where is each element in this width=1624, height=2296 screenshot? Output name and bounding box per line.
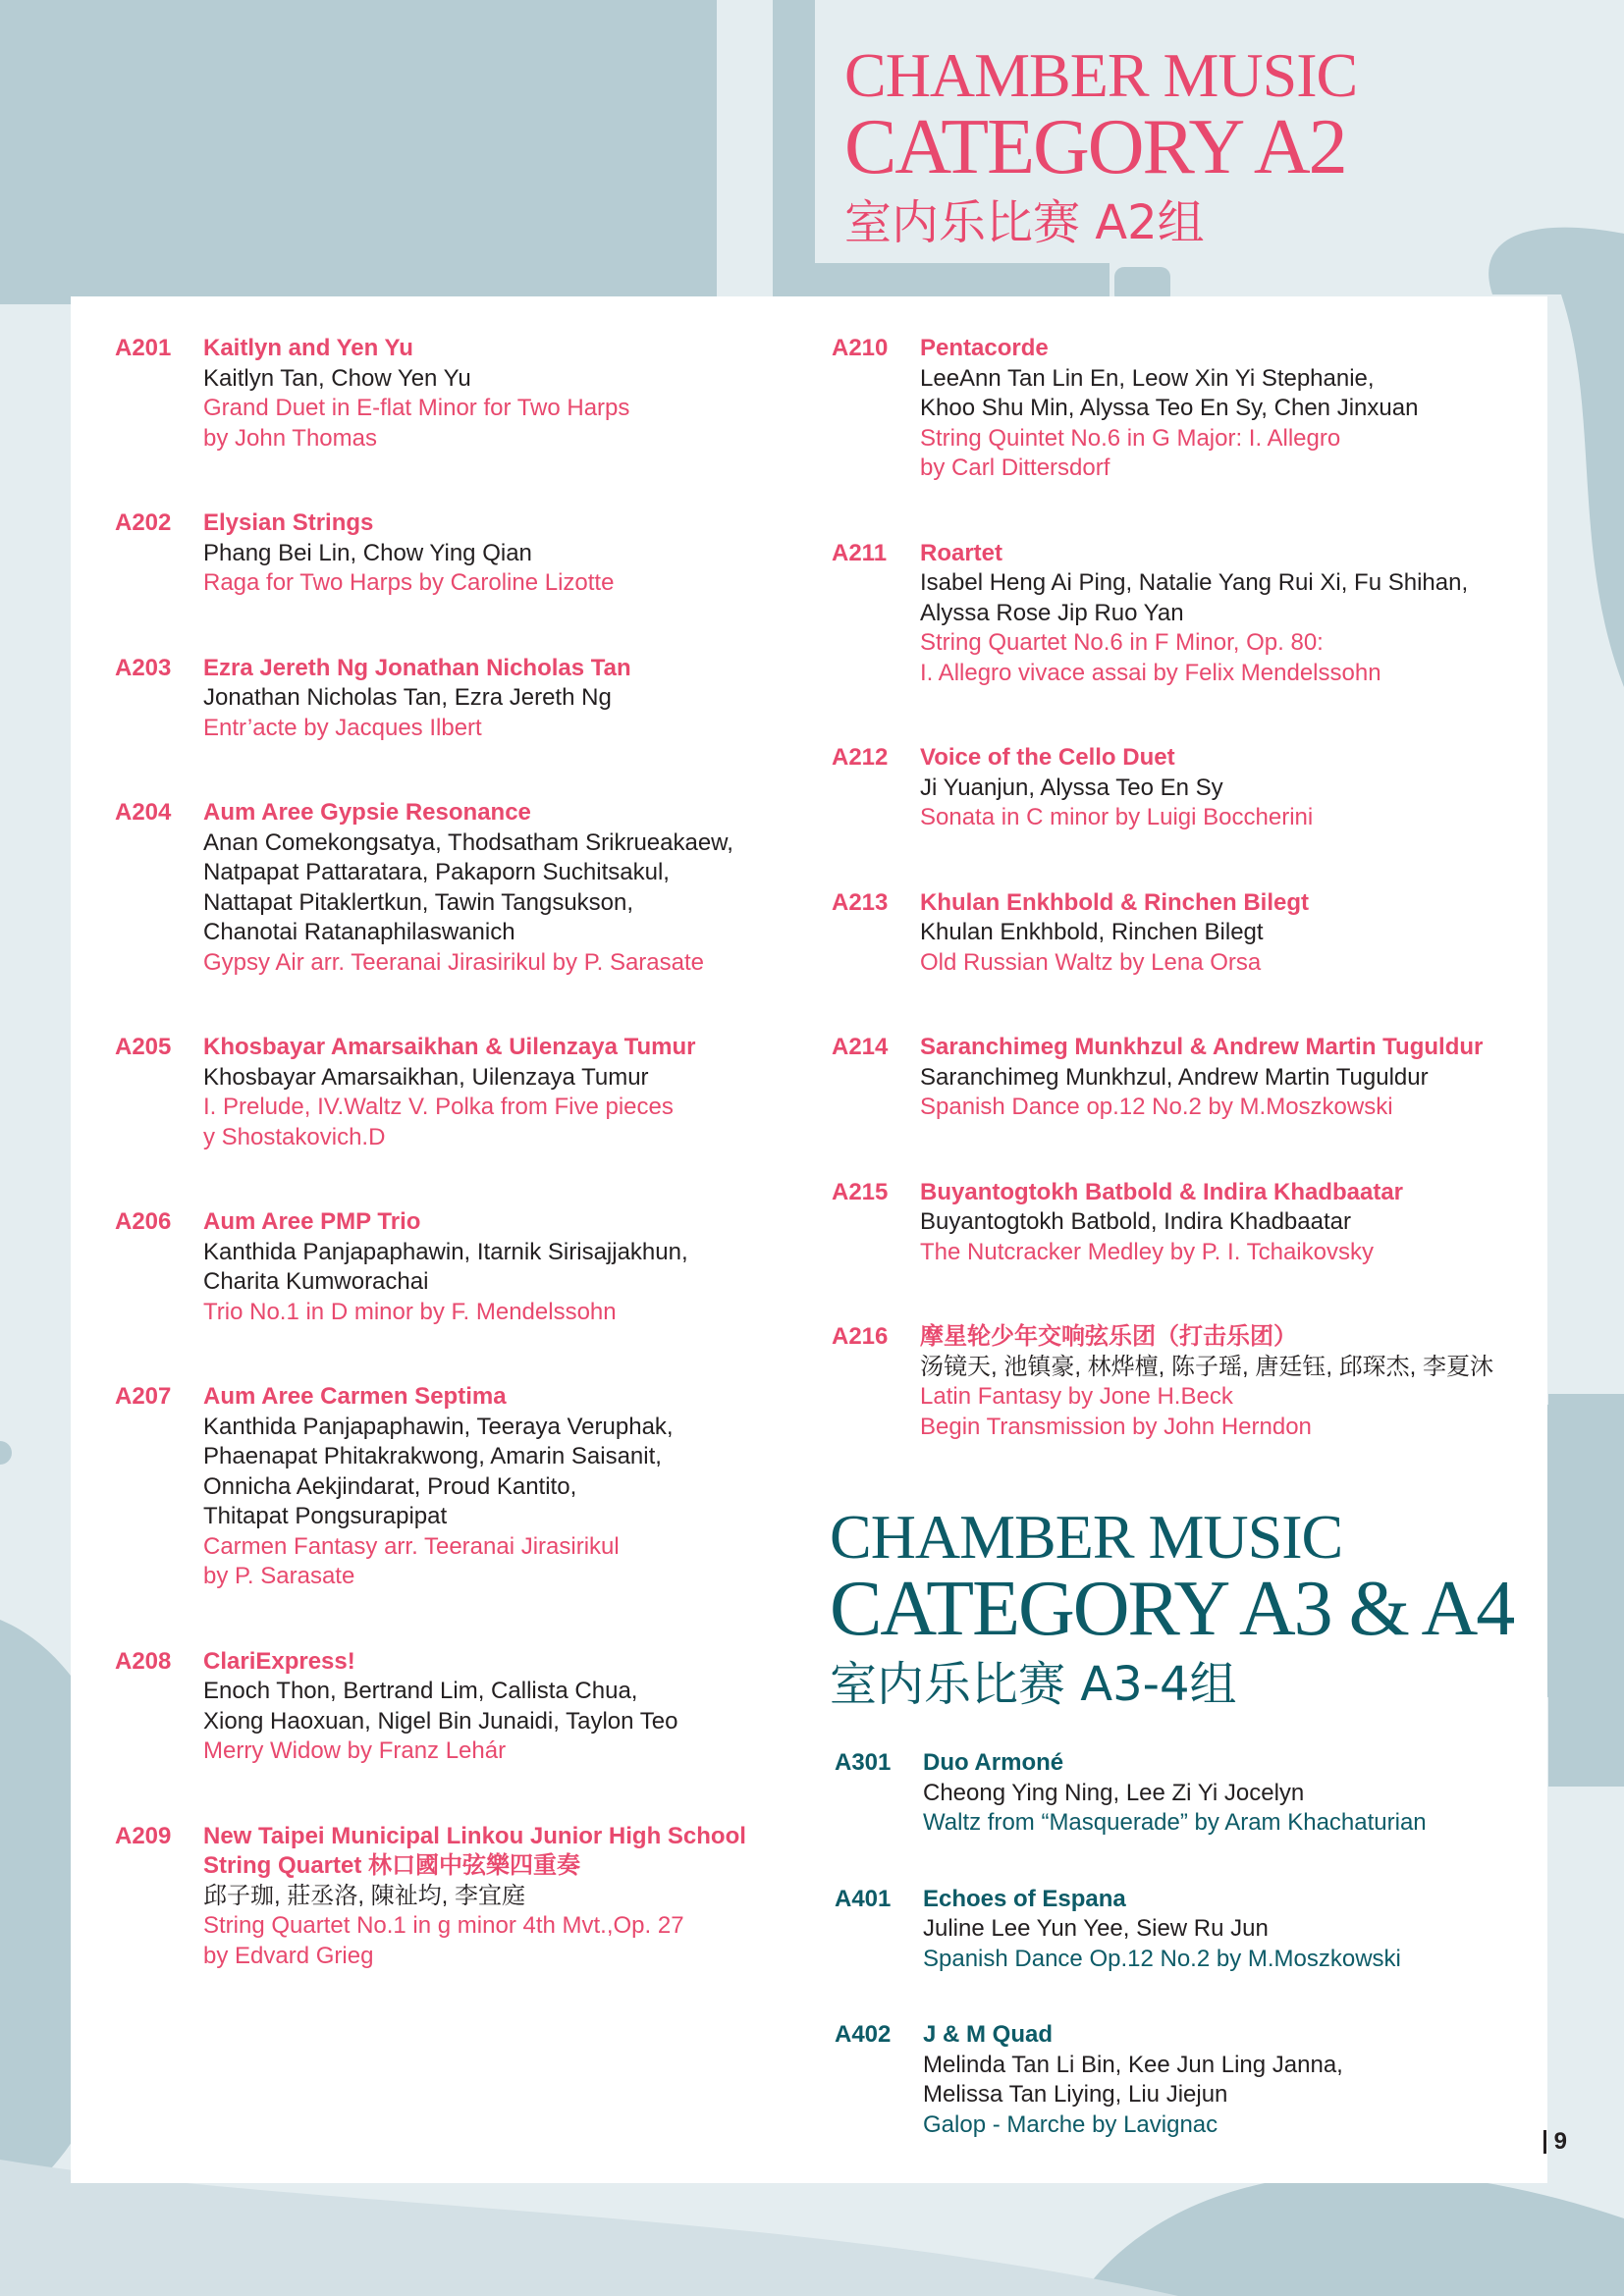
- entry-item: [115, 1207, 802, 1327]
- entry-item: [115, 508, 802, 599]
- entry-item: [115, 1647, 802, 1767]
- entry-code: A209: [115, 1822, 172, 1849]
- entry-item: [115, 1033, 802, 1152]
- category-a2-heading: [844, 40, 1358, 253]
- heading-line2: CATEGORY A2: [844, 104, 1346, 190]
- repertoire-line: Trio No.1 in D minor by F. Mendelssohn: [203, 1298, 617, 1325]
- heading-chinese: 室内乐比赛 A2组: [844, 195, 1205, 250]
- entry-code: A208: [115, 1647, 172, 1675]
- members-line: Juline Lee Yun Yee, Siew Ru Jun: [923, 1915, 1269, 1942]
- entry-code: A401: [835, 1885, 892, 1912]
- ensemble-name: Aum Aree Gypsie Resonance: [203, 799, 531, 826]
- ensemble-name: ClariExpress!: [203, 1647, 355, 1675]
- entry-code: A215: [832, 1178, 889, 1205]
- repertoire-line: Latin Fantasy by Jone H.Beck: [920, 1383, 1233, 1410]
- ensemble-name: Pentacorde: [920, 335, 1049, 361]
- entry-code: A211: [832, 539, 888, 566]
- entry-item: [115, 334, 802, 454]
- repertoire-line: Spanish Dance op.12 No.2 by M.Moszkowski: [920, 1094, 1393, 1120]
- repertoire-line: Merry Widow by Franz Lehár: [203, 1737, 507, 1764]
- ensemble-name: Voice of the Cello Duet: [920, 744, 1175, 771]
- ensemble-name: Ezra Jereth Ng Jonathan Nicholas Tan: [203, 654, 631, 681]
- ensemble-name: Khulan Enkhbold & Rinchen Bilegt: [920, 888, 1309, 916]
- ensemble-name: New Taipei Municipal Linkou Junior High School String Quartet 林口國中弦樂四重奏: [203, 1822, 746, 1879]
- entry-item: [835, 1748, 1542, 1839]
- ensemble-name: Echoes of Espana: [923, 1885, 1126, 1912]
- entry-code: A216: [832, 1323, 889, 1350]
- members-line: Khosbayar Amarsaikhan, Uilenzaya Tumur: [203, 1063, 649, 1091]
- entry-item: [835, 2020, 1542, 2140]
- ensemble-name: Buyantogtokh Batbold & Indira Khadbaatar: [920, 1178, 1404, 1205]
- repertoire-line: Raga for Two Harps by Caroline Lizotte: [203, 569, 615, 596]
- entry-item: [832, 743, 1539, 833]
- ensemble-name: J & M Quad: [923, 2021, 1054, 2048]
- repertoire-line: I. Prelude, IV.Waltz V. Polka from Five pieces: [203, 1094, 674, 1120]
- members-line: Saranchimeg Munkhzul, Andrew Martin Tuguldur: [920, 1063, 1429, 1091]
- repertoire-line: by Edvard Grieg: [203, 1942, 374, 1969]
- repertoire-line: Old Russian Waltz by Lena Orsa: [920, 948, 1262, 976]
- repertoire-line: Waltz from “Masquerade” by Aram Khachaturian: [923, 1809, 1427, 1836]
- entry-code: A213: [832, 888, 889, 916]
- repertoire-line: Entr’acte by Jacques Ilbert: [203, 714, 482, 741]
- entry-code: A205: [115, 1034, 172, 1060]
- ensemble-name: Aum Aree Carmen Septima: [203, 1383, 507, 1410]
- entry-code: A214: [832, 1034, 889, 1060]
- entries-right-column: [832, 334, 1539, 1442]
- ensemble-name: Duo Armoné: [923, 1749, 1064, 1776]
- repertoire-line: Spanish Dance Op.12 No.2 by M.Moszkowski: [923, 1945, 1401, 1972]
- entry-item: [115, 1822, 802, 1972]
- repertoire-line: The Nutcracker Medley by P. I. Tchaikovsky: [920, 1238, 1374, 1265]
- heading-chinese: 室内乐比赛 A3-4组: [830, 1657, 1237, 1712]
- repertoire-line: String Quartet No.6 in F Minor, Op. 80:: [920, 629, 1324, 656]
- members-line: Onnicha Aekjindarat, Proud Kantito,: [203, 1472, 577, 1500]
- entry-code: A210: [832, 335, 889, 361]
- repertoire-line: Sonata in C minor by Luigi Boccherini: [920, 804, 1314, 830]
- ensemble-name: Kaitlyn and Yen Yu: [203, 335, 413, 361]
- members-line: Charita Kumworachai: [203, 1268, 429, 1295]
- entry-item: [115, 798, 802, 978]
- ensemble-name: Elysian Strings: [203, 509, 374, 536]
- entry-code: A402: [835, 2021, 892, 2048]
- entry-code: A301: [835, 1749, 892, 1776]
- members-line: Anan Comekongsatya, Thodsatham Srikrueakaew,: [203, 828, 733, 856]
- members-line: Cheong Ying Ning, Lee Zi Yi Jocelyn: [923, 1779, 1305, 1806]
- page-number: 9: [1543, 2130, 1567, 2154]
- repertoire-line: by John Thomas: [203, 424, 377, 452]
- members-line: 邱子珈, 莊丞洛, 陳祉均, 李宜庭: [203, 1882, 526, 1909]
- entry-item: [835, 1885, 1542, 1975]
- entry-item: [115, 654, 802, 744]
- category-a34-heading: [830, 1502, 1514, 1715]
- entry-code: A201: [115, 335, 172, 361]
- members-line: Alyssa Rose Jip Ruo Yan: [920, 599, 1184, 626]
- entry-item: [832, 334, 1539, 484]
- entry-item: [832, 1033, 1539, 1123]
- entries-left-column: [115, 334, 802, 1971]
- entry-item: [832, 888, 1539, 979]
- ensemble-name: 摩星轮少年交响弦乐团（打击乐团）: [920, 1323, 1297, 1350]
- repertoire-line: String Quartet No.1 in g minor 4th Mvt.,Op. 27: [203, 1912, 684, 1939]
- members-line: Natpapat Pattaratara, Pakaporn Suchitsakul,: [203, 859, 670, 885]
- entries-a34-column: [835, 1748, 1542, 2140]
- members-line: 汤镜天, 池镇豪, 林烨檀, 陈子瑶, 唐廷钰, 邱琛杰, 李夏沐: [920, 1353, 1494, 1380]
- ensemble-name: Saranchimeg Munkhzul & Andrew Martin Tuguldur: [920, 1034, 1484, 1060]
- members-line: Kaitlyn Tan, Chow Yen Yu: [203, 364, 471, 392]
- members-line: Kanthida Panjapaphawin, Itarnik Sirisajjakhun,: [203, 1238, 688, 1265]
- members-line: Buyantogtokh Batbold, Indira Khadbaatar: [920, 1208, 1351, 1235]
- members-line: Melissa Tan Liying, Liu Jiejun: [923, 2081, 1228, 2108]
- entry-item: [832, 539, 1539, 689]
- members-line: Kanthida Panjapaphawin, Teeraya Veruphak,: [203, 1413, 674, 1440]
- repertoire-line: Begin Transmission by John Herndon: [920, 1413, 1312, 1440]
- members-line: Enoch Thon, Bertrand Lim, Callista Chua,: [203, 1678, 638, 1704]
- entry-code: A207: [115, 1383, 172, 1410]
- ensemble-name: Roartet: [920, 539, 1003, 566]
- members-line: Khulan Enkhbold, Rinchen Bilegt: [920, 919, 1264, 945]
- repertoire-line: Galop - Marche by Lavignac: [923, 2110, 1218, 2138]
- repertoire-line: by Carl Dittersdorf: [920, 454, 1110, 481]
- entry-item: [115, 1382, 802, 1592]
- members-line: Khoo Shu Min, Alyssa Teo En Sy, Chen Jinxuan: [920, 395, 1419, 421]
- ensemble-name: Aum Aree PMP Trio: [203, 1208, 421, 1235]
- repertoire-line: Gypsy Air arr. Teeranai Jirasirikul by P. Sarasate: [203, 948, 704, 976]
- repertoire-line: I. Allegro vivace assai by Felix Mendelssohn: [920, 659, 1381, 686]
- entry-code: A202: [115, 509, 172, 536]
- members-line: Phaenapat Phitakrakwong, Amarin Saisanit,: [203, 1443, 662, 1469]
- members-line: Thitapat Pongsurapipat: [203, 1503, 448, 1529]
- members-line: Ji Yuanjun, Alyssa Teo En Sy: [920, 774, 1223, 801]
- members-line: Phang Bei Lin, Chow Ying Qian: [203, 539, 532, 566]
- members-line: LeeAnn Tan Lin En, Leow Xin Yi Stephanie,: [920, 364, 1375, 392]
- members-line: Nattapat Pitaklertkun, Tawin Tangsukson,: [203, 888, 634, 916]
- repertoire-line: String Quintet No.6 in G Major: I. Allegro: [920, 424, 1341, 452]
- entry-item: [832, 1178, 1539, 1268]
- heading-line2: CATEGORY A3 & A4: [830, 1566, 1514, 1652]
- entry-code: A203: [115, 654, 172, 681]
- repertoire-line: y Shostakovich.D: [203, 1123, 386, 1150]
- heading-line1: CHAMBER MUSIC: [830, 1502, 1343, 1572]
- entry-code: A212: [832, 744, 889, 771]
- members-line: Melinda Tan Li Bin, Kee Jun Ling Janna,: [923, 2051, 1343, 2078]
- members-line: Jonathan Nicholas Tan, Ezra Jereth Ng: [203, 684, 612, 711]
- repertoire-line: Carmen Fantasy arr. Teeranai Jirasirikul: [203, 1532, 620, 1560]
- ensemble-name: Khosbayar Amarsaikhan & Uilenzaya Tumur: [203, 1034, 696, 1060]
- repertoire-line: Grand Duet in E-flat Minor for Two Harps: [203, 395, 630, 421]
- members-line: Xiong Haoxuan, Nigel Bin Junaidi, Taylon Teo: [203, 1707, 678, 1735]
- members-line: Isabel Heng Ai Ping, Natalie Yang Rui Xi, Fu Shihan,: [920, 569, 1469, 596]
- members-line: Chanotai Ratanaphilaswanich: [203, 919, 515, 945]
- entry-item: [832, 1322, 1539, 1442]
- heading-line1: CHAMBER MUSIC: [844, 40, 1358, 110]
- entry-code: A206: [115, 1208, 172, 1235]
- repertoire-line: by P. Sarasate: [203, 1563, 355, 1589]
- entry-code: A204: [115, 799, 172, 826]
